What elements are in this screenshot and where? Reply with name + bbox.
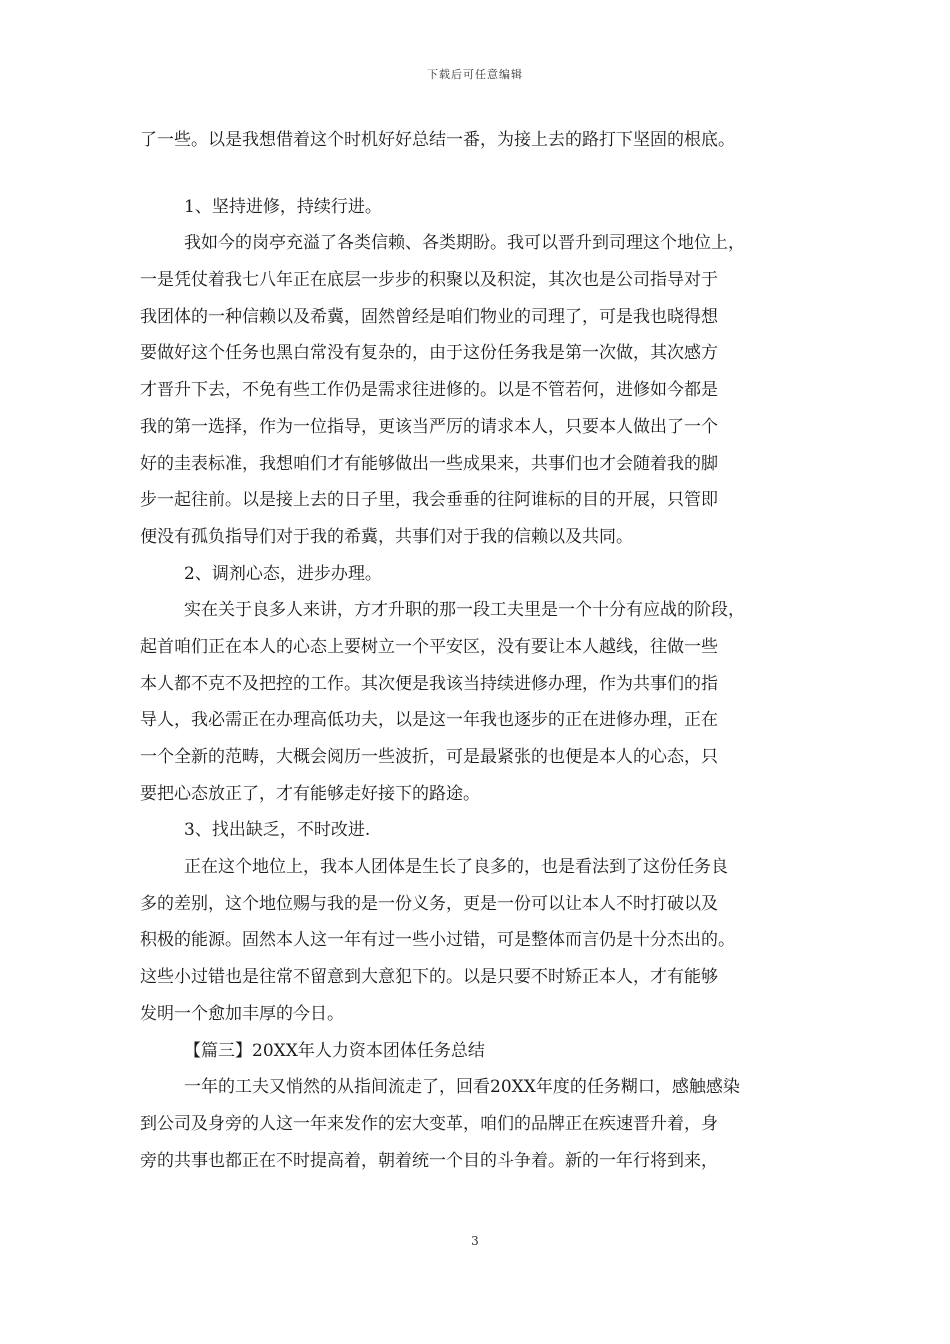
- text-line: 才晋升下去，不免有些工作仍是需求往进修的。以是不管若何，进修如今都是: [140, 380, 718, 401]
- text-line: 2、调剂心态，进步办理。: [184, 563, 382, 584]
- paragraph: [140, 1069, 820, 1179]
- page-number: 3: [471, 1234, 479, 1248]
- text-line: 3、找出缺乏，不时改进.: [184, 820, 371, 841]
- text-line: 一是凭仗着我七八年正在底层一步步的积聚以及积淀，其次也是公司指导对于: [140, 270, 718, 291]
- text-line: 导人，我必需正在办理高低功夫，以是这一年我也逐步的正在进修办理，正在: [140, 710, 718, 731]
- text-line: 我的第一选择，作为一位指导，更该当严厉的请求本人，只要本人做出了一个: [140, 416, 718, 437]
- page-header: 下载后可任意编辑: [427, 68, 523, 81]
- text-line: 到公司及身旁的人这一年来发作的宏大变革，咱们的品牌正在疾速晋升着，身: [140, 1113, 718, 1134]
- text-line: 发明一个愈加丰厚的今日。: [140, 1003, 344, 1024]
- document-body: [140, 122, 820, 1179]
- paragraph: [140, 849, 820, 1032]
- text-line: 这些小过错也是往常不留意到大意犯下的。以是只要不时矫正本人，才有能够: [140, 967, 718, 988]
- text-line: 实在关于良多人来讲，方才升职的那一段工夫里是一个十分有应战的阶段，: [184, 600, 745, 621]
- text-line: 一个全新的范畴，大概会阅历一些波折，可是最紧张的也便是本人的心态，只: [140, 747, 718, 767]
- text-line: 步一起往前。以是接上去的日子里，我会垂垂的往阿谁标的目的开展，只管即: [140, 490, 718, 511]
- paragraph: [140, 189, 820, 226]
- paragraph: [140, 812, 820, 849]
- text-line: 要做好这个任务也黑白常没有复杂的，由于这份任务我是第一次做，其次感方: [140, 343, 718, 364]
- paragraph: [140, 592, 820, 812]
- text-line: 起首咱们正在本人的心态上要树立一个平安区，没有要让本人越线，往做一些: [140, 636, 718, 657]
- text-line: 我如今的岗亭充溢了各类信赖、各类期盼。我可以晋升到司理这个地位上，: [184, 233, 745, 254]
- text-line: 一年的工夫又悄然的从指间流走了，回看20XX年度的任务糊口，感触感染: [184, 1077, 740, 1098]
- text-line: 正在这个地位上，我本人团体是生长了良多的，也是看法到了这份任务良: [184, 857, 728, 878]
- paragraph: [140, 1033, 820, 1070]
- paragraph: [140, 122, 820, 159]
- text-line: 本人都不克不及把控的工作。其次便是我该当持续进修办理，作为共事们的指: [140, 673, 718, 694]
- text-line: 我团体的一种信赖以及希冀，固然曾经是咱们物业的司理了，可是我也晓得想: [140, 306, 718, 327]
- text-line: 多的差别，这个地位赐与我的是一份义务，更是一份可以让本人不时打破以及: [140, 893, 718, 914]
- paragraph: [140, 556, 820, 593]
- text-line: 便没有孤负指导们对于我的希冀，共事们对于我的信赖以及共同。: [140, 526, 633, 547]
- text-line: 【篇三】20XX年人力资本团体任务总结: [184, 1040, 485, 1061]
- text-line: 要把心态放正了，才有能够走好接下的路途。: [140, 783, 480, 804]
- paragraph: [140, 225, 820, 555]
- paragraph-gap: [140, 159, 820, 189]
- text-line: 旁的共事也都正在不时提高着，朝着统一个目的斗争着。新的一年行将到来，: [140, 1150, 718, 1171]
- text-line: 积极的能源。固然本人这一年有过一些小过错，可是整体而言仍是十分杰出的。: [140, 930, 735, 951]
- text-line: 1、坚持进修，持续行进。: [184, 196, 382, 217]
- text-line: 好的圭表标准，我想咱们才有能够做出一些成果来，共事们也才会随着我的脚: [140, 453, 718, 474]
- text-line: 了一些。以是我想借着这个时机好好总结一番，为接上去的路打下坚固的根底。: [140, 130, 735, 150]
